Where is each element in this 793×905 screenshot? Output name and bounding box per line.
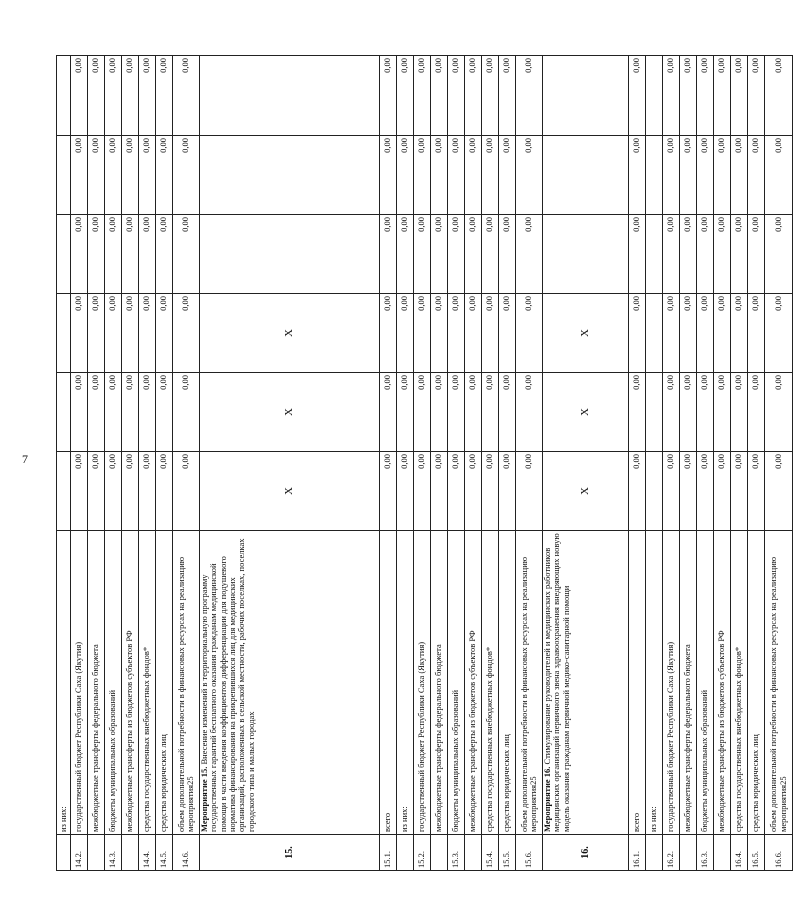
empty-cell <box>200 56 380 136</box>
row-description: всего <box>380 531 397 835</box>
value-cell: 0,00 <box>482 294 499 373</box>
row-number <box>57 835 71 871</box>
value-cell: 0,00 <box>697 452 714 531</box>
value-cell: 0,00 <box>173 452 200 531</box>
value-cell: 0,00 <box>122 215 139 294</box>
empty-cell <box>200 215 380 294</box>
row-number: 15.2. <box>414 835 431 871</box>
row-description: государственный бюджет Республики Саха (Якутия) <box>71 531 88 835</box>
value-cell: 0,00 <box>731 452 748 531</box>
row-description: из них: <box>397 531 414 835</box>
value-cell: 0,00 <box>448 452 465 531</box>
value-cell: 0,00 <box>731 56 748 136</box>
row-number: 16.3. <box>697 835 714 871</box>
value-cell: 0,00 <box>499 373 516 452</box>
value-cell: 0,00 <box>105 373 122 452</box>
value-cell: 0,00 <box>380 56 397 136</box>
table-row <box>431 56 448 871</box>
value-cell: 0,00 <box>156 373 173 452</box>
value-cell <box>57 294 71 373</box>
row-description: объем дополнительной потребности в финансовых ресурсах на реализацию мероприятия25 <box>516 531 543 835</box>
row-number: 15.5. <box>499 835 516 871</box>
table-row <box>629 56 646 871</box>
value-cell: 0,00 <box>397 56 414 136</box>
budget-table <box>56 55 793 871</box>
value-cell: 0,00 <box>380 136 397 215</box>
empty-cell <box>543 56 629 136</box>
row-description: из них: <box>646 531 663 835</box>
value-cell: 0,00 <box>714 373 731 452</box>
table-row <box>139 56 156 871</box>
value-cell: 0,00 <box>71 56 88 136</box>
value-cell: 0,00 <box>139 452 156 531</box>
row-number: 16.6. <box>765 835 793 871</box>
value-cell: 0,00 <box>71 215 88 294</box>
value-cell <box>646 215 663 294</box>
value-cell: 0,00 <box>105 56 122 136</box>
value-cell: 0,00 <box>88 215 105 294</box>
value-cell: 0,00 <box>465 373 482 452</box>
value-cell <box>646 452 663 531</box>
value-cell: 0,00 <box>663 56 680 136</box>
value-cell <box>57 56 71 136</box>
empty-cell <box>543 136 629 215</box>
value-cell: 0,00 <box>122 373 139 452</box>
value-cell: 0,00 <box>465 215 482 294</box>
value-cell: 0,00 <box>465 452 482 531</box>
value-cell: 0,00 <box>414 56 431 136</box>
value-cell: 0,00 <box>122 56 139 136</box>
table-row <box>714 56 731 871</box>
value-cell: 0,00 <box>380 452 397 531</box>
value-cell: 0,00 <box>748 56 765 136</box>
row-description: межбюджетные трансферты федерального бюджета <box>88 531 105 835</box>
value-cell <box>57 373 71 452</box>
value-cell: 0,00 <box>680 373 697 452</box>
row-number: 14.2. <box>71 835 88 871</box>
value-cell: 0,00 <box>663 136 680 215</box>
value-cell: 0,00 <box>516 215 543 294</box>
table-row <box>156 56 173 871</box>
value-cell: 0,00 <box>714 136 731 215</box>
row-number <box>397 835 414 871</box>
value-cell: 0,00 <box>482 215 499 294</box>
value-cell: 0,00 <box>663 215 680 294</box>
row-number <box>431 835 448 871</box>
value-cell: 0,00 <box>663 452 680 531</box>
value-cell: 0,00 <box>499 294 516 373</box>
row-number: 15.4. <box>482 835 499 871</box>
value-cell: 0,00 <box>105 136 122 215</box>
value-cell: 0,00 <box>714 56 731 136</box>
row-description <box>543 531 629 835</box>
value-cell: 0,00 <box>88 452 105 531</box>
row-number <box>680 835 697 871</box>
row-description: государственный бюджет Республики Саха (Якутия) <box>414 531 431 835</box>
value-cell: 0,00 <box>88 373 105 452</box>
x-mark: X <box>200 294 380 373</box>
value-cell: 0,00 <box>697 373 714 452</box>
value-cell: 0,00 <box>516 56 543 136</box>
value-cell: 0,00 <box>680 56 697 136</box>
value-cell: 0,00 <box>748 215 765 294</box>
value-cell: 0,00 <box>380 215 397 294</box>
value-cell: 0,00 <box>516 452 543 531</box>
measure-title: Мероприятие 16. <box>542 766 552 832</box>
value-cell: 0,00 <box>731 373 748 452</box>
value-cell: 0,00 <box>431 452 448 531</box>
value-cell: 0,00 <box>139 56 156 136</box>
table-row <box>105 56 122 871</box>
value-cell: 0,00 <box>397 452 414 531</box>
table-row <box>748 56 765 871</box>
row-number: 14.3. <box>105 835 122 871</box>
value-cell: 0,00 <box>748 452 765 531</box>
measure-row <box>543 56 629 871</box>
value-cell: 0,00 <box>71 136 88 215</box>
value-cell: 0,00 <box>516 373 543 452</box>
value-cell: 0,00 <box>139 215 156 294</box>
row-description: всего <box>629 531 646 835</box>
value-cell: 0,00 <box>680 452 697 531</box>
empty-cell <box>200 136 380 215</box>
value-cell <box>57 136 71 215</box>
row-description: средства юридических лиц <box>156 531 173 835</box>
rotated-table-container <box>56 56 788 871</box>
value-cell: 0,00 <box>516 136 543 215</box>
row-description: государственный бюджет Республики Саха (Якутия) <box>663 531 680 835</box>
value-cell: 0,00 <box>156 294 173 373</box>
value-cell: 0,00 <box>397 215 414 294</box>
value-cell: 0,00 <box>122 294 139 373</box>
value-cell: 0,00 <box>680 294 697 373</box>
value-cell: 0,00 <box>380 294 397 373</box>
value-cell: 0,00 <box>748 136 765 215</box>
table-row <box>448 56 465 871</box>
row-number: 15.3. <box>448 835 465 871</box>
value-cell: 0,00 <box>431 373 448 452</box>
value-cell: 0,00 <box>765 136 793 215</box>
row-number: 16.2. <box>663 835 680 871</box>
value-cell: 0,00 <box>765 294 793 373</box>
value-cell: 0,00 <box>122 136 139 215</box>
row-number: 15.1. <box>380 835 397 871</box>
row-number: 14.5. <box>156 835 173 871</box>
table-row <box>499 56 516 871</box>
value-cell: 0,00 <box>680 215 697 294</box>
value-cell: 0,00 <box>173 373 200 452</box>
value-cell: 0,00 <box>431 294 448 373</box>
value-cell: 0,00 <box>105 452 122 531</box>
value-cell: 0,00 <box>431 215 448 294</box>
value-cell: 0,00 <box>482 136 499 215</box>
value-cell: 0,00 <box>88 294 105 373</box>
value-cell: 0,00 <box>156 215 173 294</box>
value-cell: 0,00 <box>629 215 646 294</box>
value-cell: 0,00 <box>465 136 482 215</box>
value-cell: 0,00 <box>431 56 448 136</box>
value-cell <box>57 215 71 294</box>
value-cell: 0,00 <box>397 294 414 373</box>
row-number: 15.6. <box>516 835 543 871</box>
row-description: бюджеты муниципальных образований <box>105 531 122 835</box>
value-cell: 0,00 <box>465 294 482 373</box>
value-cell: 0,00 <box>88 56 105 136</box>
value-cell: 0,00 <box>414 294 431 373</box>
table-row <box>122 56 139 871</box>
value-cell: 0,00 <box>139 373 156 452</box>
row-description: межбюджетные трансферты федерального бюджета <box>431 531 448 835</box>
value-cell: 0,00 <box>156 56 173 136</box>
row-description: объем дополнительной потребности в финансовых ресурсах на реализацию мероприятия25 <box>173 531 200 835</box>
value-cell: 0,00 <box>748 373 765 452</box>
value-cell: 0,00 <box>173 56 200 136</box>
row-number <box>714 835 731 871</box>
value-cell <box>646 294 663 373</box>
value-cell: 0,00 <box>765 56 793 136</box>
value-cell: 0,00 <box>731 136 748 215</box>
table-row <box>731 56 748 871</box>
value-cell: 0,00 <box>499 452 516 531</box>
x-mark: X <box>543 373 629 452</box>
table-body <box>57 56 793 871</box>
page-number: 7 <box>22 452 28 466</box>
value-cell: 0,00 <box>448 56 465 136</box>
row-description: бюджеты муниципальных образований <box>448 531 465 835</box>
value-cell: 0,00 <box>105 294 122 373</box>
value-cell: 0,00 <box>516 294 543 373</box>
value-cell: 0,00 <box>448 294 465 373</box>
value-cell <box>57 452 71 531</box>
row-number <box>646 835 663 871</box>
value-cell: 0,00 <box>173 294 200 373</box>
value-cell: 0,00 <box>499 136 516 215</box>
row-description: межбюджетные трансферты из бюджетов субъектов РФ <box>714 531 731 835</box>
row-number <box>88 835 105 871</box>
row-description: межбюджетные трансферты из бюджетов субъектов РФ <box>465 531 482 835</box>
value-cell: 0,00 <box>122 452 139 531</box>
value-cell: 0,00 <box>173 215 200 294</box>
value-cell: 0,00 <box>629 56 646 136</box>
value-cell: 0,00 <box>380 373 397 452</box>
table-row <box>680 56 697 871</box>
value-cell: 0,00 <box>173 136 200 215</box>
value-cell: 0,00 <box>663 294 680 373</box>
row-description: средства государственных внебюджетных фондов* <box>731 531 748 835</box>
row-description: средства юридических лиц <box>499 531 516 835</box>
value-cell: 0,00 <box>765 452 793 531</box>
row-number: 16.5. <box>748 835 765 871</box>
value-cell: 0,00 <box>397 373 414 452</box>
value-cell: 0,00 <box>697 215 714 294</box>
value-cell: 0,00 <box>629 452 646 531</box>
value-cell: 0,00 <box>156 136 173 215</box>
value-cell: 0,00 <box>697 294 714 373</box>
value-cell: 0,00 <box>499 215 516 294</box>
row-description: средства государственных внебюджетных фондов* <box>482 531 499 835</box>
value-cell: 0,00 <box>71 373 88 452</box>
value-cell: 0,00 <box>629 294 646 373</box>
measure-text: Внесение изменений в территориальную программу государственных гарантий бесплатного оказания гражданам медицинской помощи в части введения коэффициентов дифференциации для подушевого норматива финансирования на прикрепившихся лиц для медицинских организаций, расположенных в сельской местности, рабочих поселках, поселках городского типа и малых городах <box>199 538 256 832</box>
value-cell <box>646 373 663 452</box>
value-cell: 0,00 <box>629 136 646 215</box>
row-description <box>200 531 380 835</box>
value-cell: 0,00 <box>680 136 697 215</box>
table-row <box>516 56 543 871</box>
row-number: 14.4. <box>139 835 156 871</box>
value-cell: 0,00 <box>156 452 173 531</box>
row-number: 16.1. <box>629 835 646 871</box>
value-cell: 0,00 <box>431 136 448 215</box>
x-mark: X <box>200 373 380 452</box>
value-cell: 0,00 <box>448 136 465 215</box>
value-cell: 0,00 <box>714 452 731 531</box>
measure-title: Мероприятие 15. <box>199 766 209 832</box>
table-row <box>414 56 431 871</box>
row-number: 16. <box>543 835 629 871</box>
value-cell: 0,00 <box>448 215 465 294</box>
value-cell: 0,00 <box>482 56 499 136</box>
value-cell: 0,00 <box>482 452 499 531</box>
value-cell: 0,00 <box>765 373 793 452</box>
table-row <box>646 56 663 871</box>
value-cell: 0,00 <box>731 215 748 294</box>
row-number: 14.6. <box>173 835 200 871</box>
measure-row <box>200 56 380 871</box>
row-description: межбюджетные трансферты федерального бюджета <box>680 531 697 835</box>
value-cell: 0,00 <box>765 215 793 294</box>
value-cell: 0,00 <box>414 215 431 294</box>
row-number <box>465 835 482 871</box>
value-cell: 0,00 <box>88 136 105 215</box>
value-cell: 0,00 <box>71 294 88 373</box>
row-number: 15. <box>200 835 380 871</box>
measure-text: Стимулирование руководителей и медицинских работников медицинских организаций первичного звена здравоохранения внедряющих новую модель оказания гражданам первичной медико-санитарной помощи <box>542 533 571 832</box>
value-cell: 0,00 <box>448 373 465 452</box>
table-row <box>663 56 680 871</box>
value-cell: 0,00 <box>663 373 680 452</box>
value-cell <box>646 56 663 136</box>
value-cell: 0,00 <box>697 136 714 215</box>
row-description: межбюджетные трансферты из бюджетов субъектов РФ <box>122 531 139 835</box>
table-row <box>697 56 714 871</box>
value-cell: 0,00 <box>139 294 156 373</box>
empty-cell <box>543 215 629 294</box>
table-row <box>57 56 71 871</box>
value-cell: 0,00 <box>482 373 499 452</box>
table-row <box>173 56 200 871</box>
value-cell: 0,00 <box>397 136 414 215</box>
value-cell: 0,00 <box>748 294 765 373</box>
value-cell: 0,00 <box>139 136 156 215</box>
table-row <box>482 56 499 871</box>
value-cell <box>646 136 663 215</box>
value-cell: 0,00 <box>414 373 431 452</box>
table-row <box>397 56 414 871</box>
value-cell: 0,00 <box>714 294 731 373</box>
row-description: из них: <box>57 531 71 835</box>
x-mark: X <box>543 294 629 373</box>
table-row <box>380 56 397 871</box>
value-cell: 0,00 <box>629 373 646 452</box>
x-mark: X <box>543 452 629 531</box>
table-row <box>71 56 88 871</box>
value-cell: 0,00 <box>414 136 431 215</box>
value-cell: 0,00 <box>714 215 731 294</box>
x-mark: X <box>200 452 380 531</box>
value-cell: 0,00 <box>731 294 748 373</box>
table-row <box>88 56 105 871</box>
row-description: средства юридических лиц <box>748 531 765 835</box>
row-number: 16.4. <box>731 835 748 871</box>
value-cell: 0,00 <box>414 452 431 531</box>
row-description: бюджеты муниципальных образований <box>697 531 714 835</box>
row-number <box>122 835 139 871</box>
value-cell: 0,00 <box>105 215 122 294</box>
row-description: средства государственных внебюджетных фондов* <box>139 531 156 835</box>
table-row <box>765 56 793 871</box>
row-description: объем дополнительной потребности в финансовых ресурсах на реализацию мероприятия25 <box>765 531 793 835</box>
value-cell: 0,00 <box>71 452 88 531</box>
value-cell: 0,00 <box>465 56 482 136</box>
value-cell: 0,00 <box>697 56 714 136</box>
value-cell: 0,00 <box>499 56 516 136</box>
table-row <box>465 56 482 871</box>
